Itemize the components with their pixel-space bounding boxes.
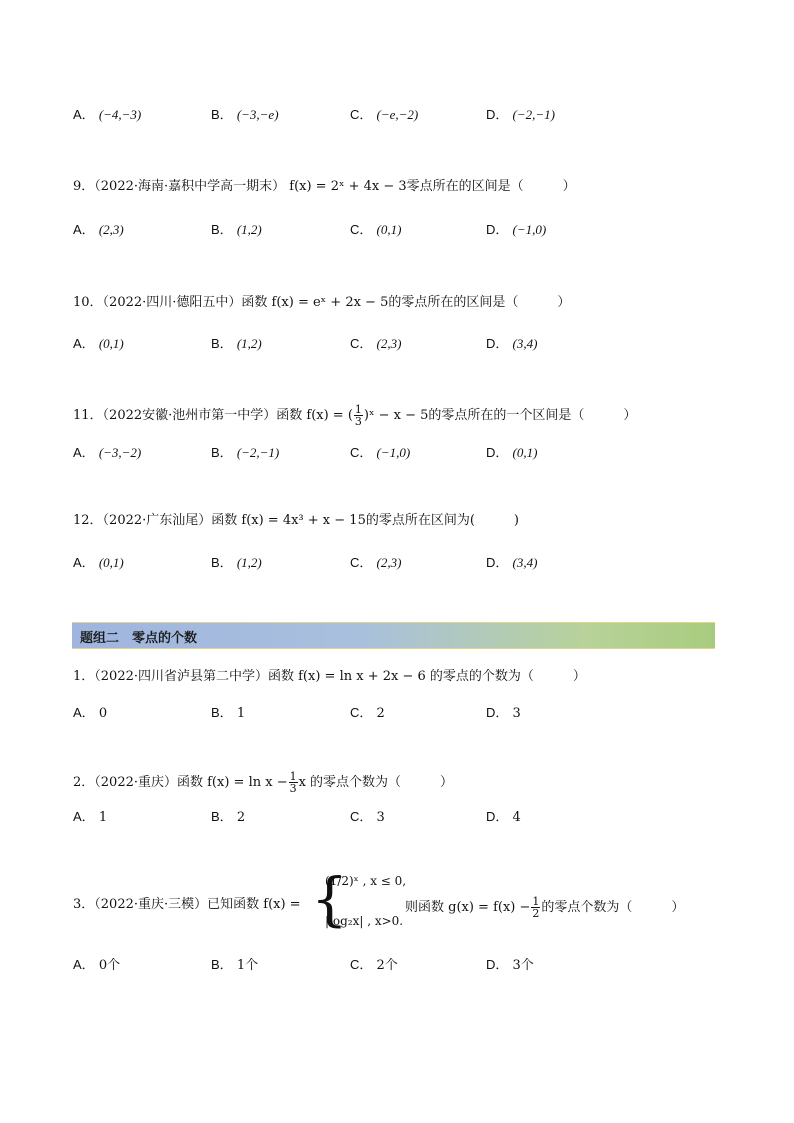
s2-option-d: D． 4 <box>486 809 521 825</box>
q10-option-b: B． (1,2) <box>211 336 262 351</box>
brace-symbol: { <box>311 865 348 933</box>
q9-option-d: D． (−1,0) <box>486 222 547 237</box>
s2-option-b: B． 2 <box>211 809 246 825</box>
s1-option-a: A． 0 <box>73 705 108 721</box>
s3-fraction: $\frac{1}{2}$ <box>532 895 540 920</box>
s3-piecewise-function <box>311 865 407 934</box>
q10-stem: 10．（2022·四川·德阳五中）函数 f(x) = eˣ + 2x − 5的零点所在的区间是（ ） <box>73 295 571 310</box>
s2-option-a: A． 1 <box>73 809 108 825</box>
s1-option-c: C． 2 <box>350 705 385 721</box>
section-header-bar <box>72 622 715 649</box>
q11-fraction: $\frac{1}{3}$ <box>354 403 362 428</box>
s3-case-1: (1/2)ˣ , x ≤ 0, <box>325 874 407 888</box>
q12-option-b: B． (1,2) <box>211 555 262 570</box>
q9-option-c: C． (0,1) <box>350 222 402 237</box>
q11-stem: 11．（2022安徽·池州市第一中学）函数 f(x) = ( $\frac{1}{3}$ )ˣ − x − 5的零点所在的一个区间是（ ） <box>73 403 637 428</box>
q9-option-b: B． (1,2) <box>211 222 262 237</box>
q9-option-a: A． (2,3) <box>73 222 124 237</box>
q12-option-c: C． (2,3) <box>350 555 402 570</box>
q11-option-c: C． (−1,0) <box>350 445 411 460</box>
s3-stem-end: 则函数 g(x) = f(x) − $\frac{1}{2}$ 的零点个数为（ ） <box>405 895 685 920</box>
s3-option-b: B． 1个 <box>211 957 259 973</box>
s1-option-d: D． 3 <box>486 705 521 721</box>
q11-option-a: A． (−3,−2) <box>73 445 142 460</box>
s3-option-a: A． 0个 <box>73 957 121 973</box>
s3-case-2: |log₂x| , x>0. <box>325 914 404 928</box>
section-title: 题组二 零点的个数 <box>80 631 198 646</box>
q8-option-d: D． (−2,−1) <box>486 107 555 122</box>
s2-option-c: C． 3 <box>350 809 385 825</box>
s3-option-d: D． 3个 <box>486 957 534 973</box>
q10-option-d: D． (3,4) <box>486 336 538 351</box>
q8-option-b: B． (−3,−e) <box>211 107 279 122</box>
q10-option-c: C． (2,3) <box>350 336 402 351</box>
q12-stem: 12．（2022·广东汕尾）函数 f(x) = 4x³ + x − 15的零点所在区间为( ) <box>73 513 519 528</box>
s2-fraction: $\frac{1}{3}$ <box>289 770 297 795</box>
q8-option-a: A． (−4,−3) <box>73 107 142 122</box>
q12-option-d: D． (3,4) <box>486 555 538 570</box>
s1-stem: 1．（2022·四川省泸县第二中学）函数 f(x) = ln x + 2x − 6 的零点的个数为（ ） <box>73 669 586 684</box>
s1-option-b: B． 1 <box>211 705 246 721</box>
q9-stem: 9．（2022·海南·嘉积中学高一期末） f(x) = 2ˣ + 4x − 3零点所在的区间是（ ） <box>73 179 576 194</box>
q12-option-a: A． (0,1) <box>73 555 124 570</box>
s3-stem-start: 3．（2022·重庆·三模）已知函数 f(x) = <box>73 897 301 912</box>
q11-option-d: D． (0,1) <box>486 445 538 460</box>
q8-option-c: C． (−e,−2) <box>350 107 419 122</box>
s2-stem: 2．（2022·重庆）函数 f(x) = ln x − $\frac{1}{3}$ x 的零点个数为（ ） <box>73 770 454 795</box>
q11-option-b: B． (−2,−1) <box>211 445 280 460</box>
s3-option-c: C． 2个 <box>350 957 398 973</box>
q10-option-a: A． (0,1) <box>73 336 124 351</box>
